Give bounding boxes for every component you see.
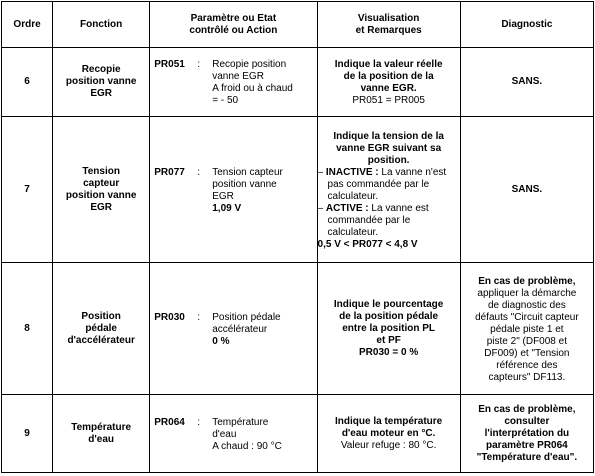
vis-line: vanne EGR.: [360, 83, 417, 94]
param-colon: :: [197, 166, 201, 178]
diag-line: piste 2" (DF008 et: [486, 335, 567, 347]
param-colon: :: [197, 311, 201, 323]
fonction-line: Tension: [82, 165, 120, 177]
table-row: [2, 395, 594, 473]
header-row: [2, 2, 594, 48]
fonction-cell: [53, 263, 150, 395]
header-visualisation: [317, 2, 460, 48]
header-diagnostic: Diagnostic: [460, 2, 593, 48]
vis-line: de la position pédale: [339, 310, 439, 322]
ordre-cell: 7: [2, 117, 53, 263]
header-parametre-line: Paramètre ou Etat: [190, 12, 277, 24]
diagnostic-cell: [460, 395, 593, 473]
fonction-line: Température: [71, 421, 132, 433]
vis-line: Indique la valeur réelle: [334, 59, 443, 70]
param-colon: :: [197, 416, 201, 428]
parameter-table: [1, 1, 594, 473]
param-desc-line: Tension capteur: [212, 166, 283, 178]
diag-line: l'interprétation du: [484, 427, 570, 439]
header-parametre: [150, 2, 317, 48]
fonction-cell: [53, 117, 150, 263]
param-code: PR064: [154, 416, 185, 428]
vis-state-text: La vanne est commandée par le calculateur.: [327, 202, 429, 238]
diag-line: "Température d'eau".: [476, 451, 578, 463]
diag-line: pédale piste 1 et: [490, 323, 564, 335]
visualisation-cell: [317, 117, 460, 263]
vis-line: Indique la tension de la: [333, 130, 444, 142]
param-desc-line: vanne EGR: [212, 71, 264, 82]
diagnostic-cell: [460, 263, 593, 395]
fonction-cell: [53, 395, 150, 473]
diag-line: appliquer la démarche: [477, 287, 577, 299]
fonction-line: EGR: [90, 88, 112, 99]
fonction-cell: [53, 48, 150, 117]
fonction-line: capteur: [83, 177, 120, 189]
fonction-line: d'accélérateur: [67, 334, 135, 346]
param-desc-line: d'eau: [212, 428, 237, 440]
param-value: 1,09 V: [212, 202, 242, 214]
param-code: PR077: [154, 166, 185, 178]
parametre-cell: [150, 117, 317, 263]
diag-line: de diagnostic des: [487, 299, 566, 311]
header-visualisation-line: et Remarques: [355, 24, 422, 36]
diag-line: paramètre PR064: [486, 439, 568, 451]
fonction-line: position vanne: [65, 189, 137, 201]
vis-state-label: INACTIVE :: [325, 166, 379, 178]
param-desc-line: A froid ou à chaud: [212, 83, 293, 94]
param-colon: :: [197, 59, 201, 70]
param-description: [212, 417, 316, 453]
vis-line: et PF: [376, 334, 401, 346]
fonction-line: Position: [81, 310, 121, 322]
vis-state-label: ACTIVE :: [325, 202, 369, 214]
header-visualisation-line: Visualisation: [357, 12, 420, 24]
ordre-cell: 6: [2, 48, 53, 117]
vis-formula: PR030 = 0 %: [359, 346, 419, 358]
vis-line: position.: [367, 154, 410, 166]
diag-line: capteurs" DF113.: [488, 371, 566, 383]
diag-line: En cas de problème,: [478, 275, 576, 287]
diag-line: défauts "Circuit capteur: [475, 311, 579, 323]
table-row: [2, 263, 594, 395]
fonction-line: position vanne: [65, 76, 137, 87]
table-row: [2, 48, 594, 117]
vis-line: de la position de la: [343, 71, 434, 82]
parametre-cell: [150, 48, 317, 117]
header-ordre: Ordre: [2, 2, 53, 48]
vis-state-item: [318, 203, 460, 239]
vis-line: Indique le pourcentage: [333, 298, 444, 310]
param-desc-line: = - 50: [212, 95, 239, 106]
param-code: PR030: [154, 311, 185, 323]
param-description: [212, 59, 316, 107]
vis-line: d'eau moteur en °C.: [341, 427, 436, 439]
param-value: 0 %: [212, 335, 230, 347]
vis-line: entre la position PL: [342, 322, 436, 334]
param-desc-line: EGR: [212, 190, 234, 202]
header-parametre-line: contrôlé ou Action: [189, 24, 278, 36]
param-desc-line: accélérateur: [212, 323, 268, 335]
vis-state-text: La vanne n'est pas commandée par le calculateur.: [327, 166, 447, 202]
header-fonction: Fonction: [53, 2, 150, 48]
fonction-line: pédale: [85, 322, 117, 334]
visualisation-cell: [317, 395, 460, 473]
parametre-cell: [150, 395, 317, 473]
diag-line: DF009) et "Tension: [484, 347, 570, 359]
param-code: PR051: [154, 59, 185, 70]
visualisation-cell: [317, 48, 460, 117]
diag-line: En cas de problème,: [478, 403, 576, 415]
table-row: [2, 117, 594, 263]
diagnostic-cell: SANS.: [460, 48, 593, 117]
diag-line: référence des: [496, 359, 558, 371]
param-desc-line: Position pédale: [212, 311, 281, 323]
diagnostic-cell: SANS.: [460, 117, 593, 263]
vis-dash: –: [317, 166, 324, 178]
vis-dash: –: [317, 202, 324, 214]
diag-line: consulter: [504, 415, 550, 427]
param-description: [212, 167, 316, 215]
param-desc-line: Température: [212, 416, 269, 428]
param-desc-line: position vanne: [212, 178, 277, 190]
fonction-line: Recopie: [81, 64, 121, 75]
parametre-cell: [150, 263, 317, 395]
ordre-cell: 9: [2, 395, 53, 473]
visualisation-cell: [317, 263, 460, 395]
vis-formula: 0,5 V < PR077 < 4,8 V: [317, 238, 418, 250]
param-desc-line: Recopie position: [212, 59, 287, 70]
param-desc-line: A chaud : 90 °C: [212, 440, 282, 452]
fonction-line: EGR: [90, 201, 112, 213]
vis-note: Valeur refuge : 80 °C.: [340, 439, 437, 451]
fonction-line: d'eau: [88, 433, 115, 445]
ordre-cell: 8: [2, 263, 53, 395]
vis-line: Indique la température: [335, 415, 443, 427]
vis-formula: PR051 = PR005: [352, 95, 425, 106]
vis-state-item: [318, 167, 460, 203]
param-description: [212, 312, 316, 348]
vis-line: vanne EGR suivant sa: [336, 142, 442, 154]
